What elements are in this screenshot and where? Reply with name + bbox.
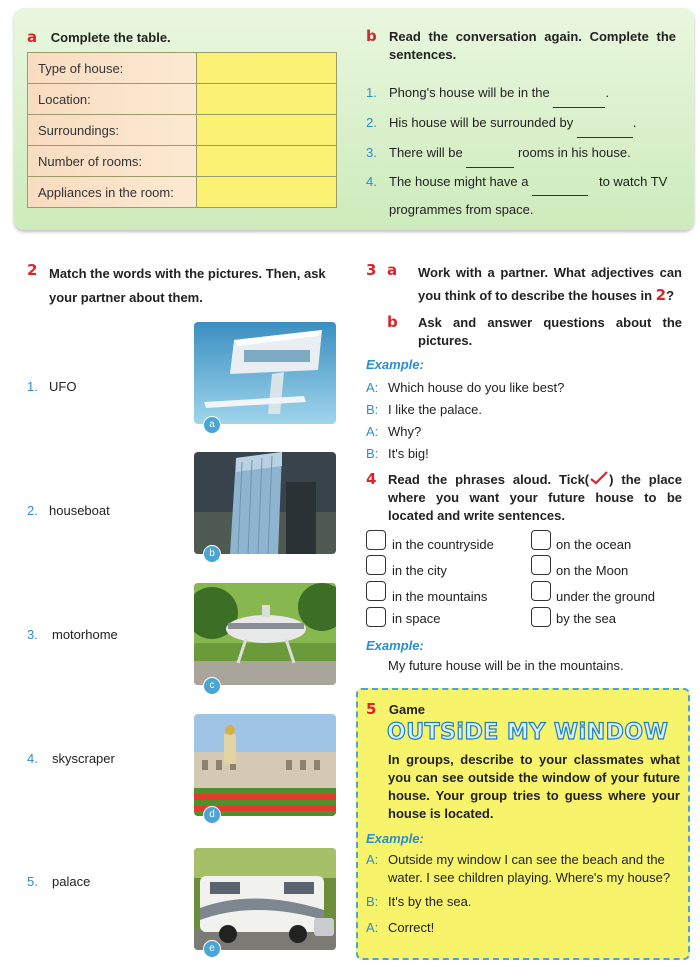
ufo-house-illustration <box>194 322 336 424</box>
dialogue-line: B: It's by the sea. <box>366 894 472 909</box>
skyscraper-illustration <box>194 452 336 554</box>
word-item: 2. houseboat <box>27 503 110 518</box>
exercise-3a-letter: a <box>387 261 398 279</box>
tick-icon <box>589 471 609 485</box>
exercise-5-heading <box>366 700 425 719</box>
complete-table <box>27 52 337 208</box>
picture-skyscraper <box>194 452 336 554</box>
phrase-label: under the ground <box>556 589 656 604</box>
part-a-heading <box>27 28 171 46</box>
checkbox[interactable] <box>531 581 551 601</box>
palace-illustration <box>194 714 336 816</box>
exercise-4-instruction: Read the phrases aloud. Tick( ) the place where you want your future house to be located and write sentences. <box>388 472 683 523</box>
picture-label: d <box>203 806 221 824</box>
picture-label: e <box>203 940 221 958</box>
table-answer-cell[interactable] <box>197 177 337 208</box>
dialogue-line: A: Which house do you like best? <box>366 380 565 395</box>
example-label: Example: <box>366 357 424 372</box>
phrase-label: by the sea <box>556 611 616 626</box>
part-b-heading <box>366 28 676 64</box>
table-answer-cell[interactable] <box>197 115 337 146</box>
saucer-house-illustration <box>194 583 336 685</box>
picture-motorhome <box>194 848 336 950</box>
table-row-label: Number of rooms: <box>28 146 197 177</box>
checkbox[interactable] <box>531 555 551 575</box>
checkbox[interactable] <box>531 530 551 550</box>
checkbox[interactable] <box>366 607 386 627</box>
example-label: Example: <box>366 831 424 846</box>
picture-ufo-house <box>194 322 336 424</box>
part-a-letter: a <box>27 28 38 46</box>
motorhome-illustration <box>194 848 336 950</box>
exercise-4-number: 4 <box>366 470 377 488</box>
sentence-item: 3. There will be rooms in his house. <box>366 138 686 168</box>
exercise-2-instruction: Match the words with the pictures. Then, ask your partner about them. <box>49 266 326 305</box>
example-label: Example: <box>366 638 424 653</box>
word-item: 1. UFO <box>27 379 77 394</box>
table-answer-cell[interactable] <box>197 84 337 115</box>
exercise-5-number: 5 <box>366 700 377 718</box>
game-dialogue <box>366 851 684 937</box>
answer-blank[interactable] <box>532 195 588 196</box>
part-b-instruction: Read the conversation again. Complete the sentences. <box>389 29 676 62</box>
exercise-3-dialogue <box>366 377 564 465</box>
exercise-3-number: 3 <box>366 261 377 279</box>
sentence-item: 4. The house might have a to watch TV programmes from space. <box>366 174 668 217</box>
word-item: 3. motorhome <box>27 627 118 642</box>
phrase-label: on the ocean <box>556 537 632 552</box>
checkbox[interactable] <box>366 581 386 601</box>
table-answer-cell[interactable] <box>197 146 337 177</box>
sentence-item: 1. Phong's house will be in the . <box>366 78 686 108</box>
table-row-label: Location: <box>28 84 197 115</box>
picture-saucer-house <box>194 583 336 685</box>
phrase-label: in the mountains <box>392 589 488 604</box>
checkbox[interactable] <box>531 607 551 627</box>
game-title: OUTSiDE MY WiNDOW <box>387 720 669 745</box>
table-row-label: Appliances in the room: <box>28 177 197 208</box>
picture-palace <box>194 714 336 816</box>
dialogue-line: B: I like the palace. <box>366 402 482 417</box>
checkbox[interactable] <box>366 555 386 575</box>
exercise-3b <box>366 314 682 350</box>
word-item: 4. skyscraper <box>27 751 115 766</box>
game-label: Game <box>388 702 426 717</box>
picture-label: b <box>203 545 221 563</box>
table-row-label: Surroundings: <box>28 115 197 146</box>
exercise-3a-instruction: Work with a partner. What adjectives can you think of to describe the houses in 2? <box>418 265 682 304</box>
part-b-sentences <box>366 78 686 224</box>
picture-label: c <box>203 677 221 695</box>
phrase-label: in the countryside <box>392 537 494 552</box>
exercise-3b-letter: b <box>387 313 398 331</box>
dialogue-line: A: Correct! <box>366 920 435 935</box>
table-row-label: Type of house: <box>28 53 197 84</box>
picture-label: a <box>203 416 221 434</box>
sentence-item: 2. His house will be surrounded by . <box>366 108 686 138</box>
example-sentence: My future house will be in the mountains. <box>388 658 624 673</box>
game-instruction: In groups, describe to your classmates what you can see outside the window of your future house. Your group tries to guess where your house is located. <box>388 752 680 821</box>
part-a-instruction: Complete the table. <box>50 30 171 45</box>
exercise-2-number: 2 <box>27 261 38 279</box>
phrase-label: in space <box>392 611 441 626</box>
checkbox[interactable] <box>366 530 386 550</box>
phrase-label: in the city <box>392 563 447 578</box>
dialogue-line: A: Why? <box>366 424 422 439</box>
part-b-letter: b <box>366 27 377 45</box>
dialogue-line: A: Outside my window I can see the beach and the water. I see children playing. Where's my house? <box>366 852 671 885</box>
exercise-2-heading <box>27 262 337 310</box>
exercise-4-heading <box>366 471 682 525</box>
exercise-3b-instruction: Ask and answer questions about the pictures. <box>418 315 682 348</box>
word-item: 5. palace <box>27 874 91 889</box>
exercise-3a <box>366 262 682 307</box>
dialogue-line: B: It's big! <box>366 446 429 461</box>
table-answer-cell[interactable] <box>197 53 337 84</box>
phrase-label: on the Moon <box>556 563 629 578</box>
